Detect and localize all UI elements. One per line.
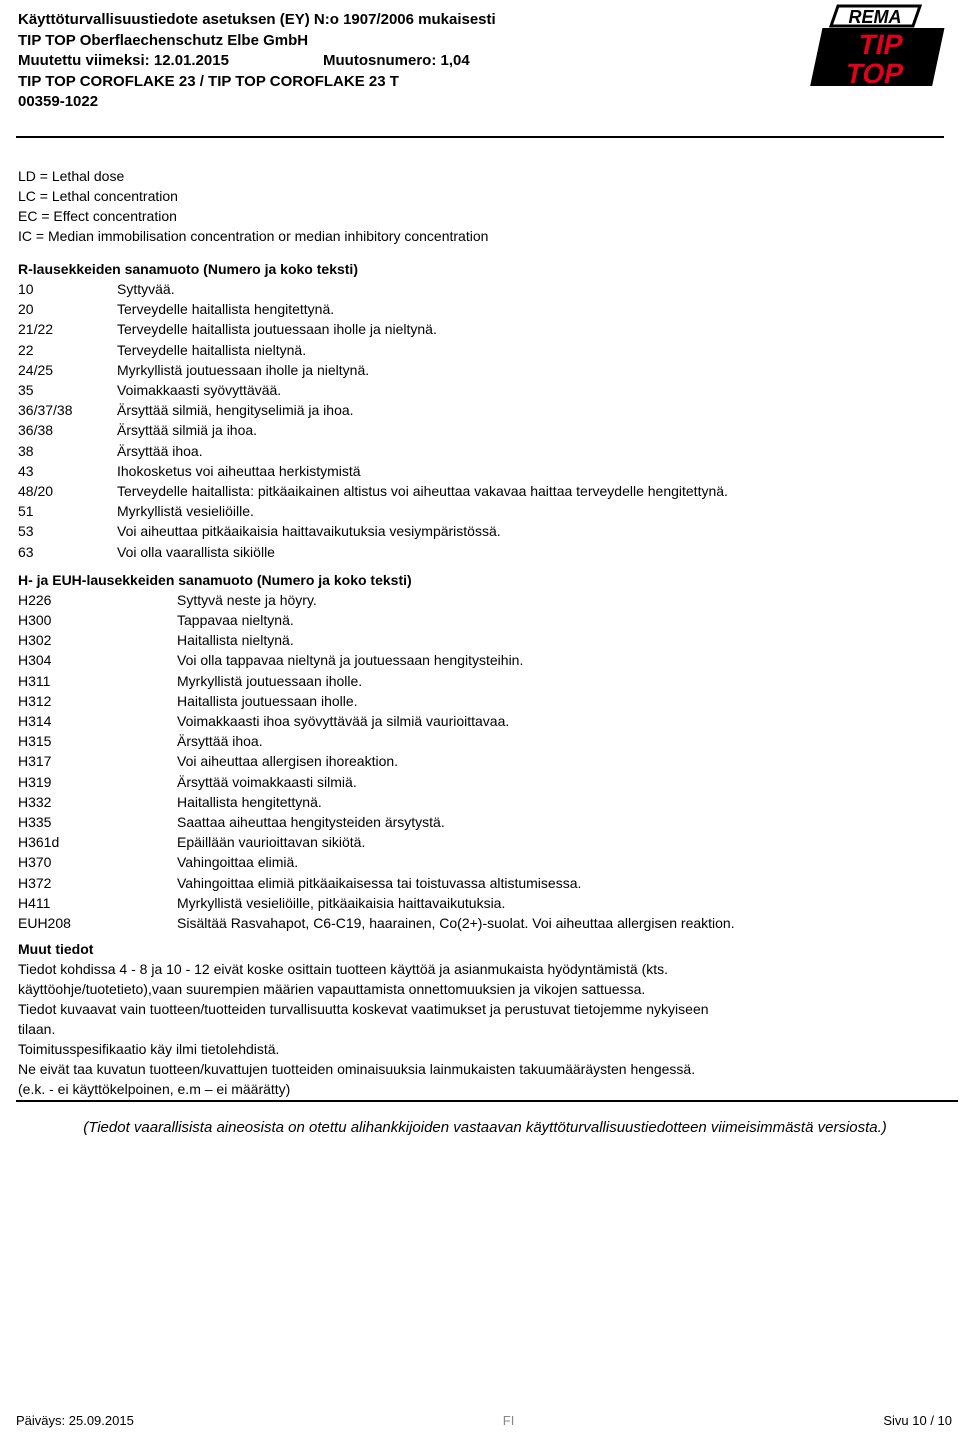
- phrase-code: H370: [18, 854, 52, 871]
- phrase-row: [18, 521, 948, 541]
- regulation-title: Käyttöturvallisuustiedote asetuksen (EY) N:o 1907/2006 mukaisesti: [18, 11, 496, 28]
- supplier-note: (Tiedot vaarallisista aineosista on otettu alihankkijoiden vastaavan käyttöturvallisuustiedotteen viimeisimmästä versiosta.): [83, 1119, 887, 1136]
- footer-date: Päiväys: 25.09.2015: [16, 1413, 134, 1428]
- phrase-row: [18, 832, 948, 852]
- r-section-title: R-lausekkeiden sanamuoto (Numero ja koko teksti): [18, 261, 358, 277]
- muut-text-block: [18, 959, 948, 1099]
- phrase-text: Myrkyllistä vesieliöille, pitkäaikaisia haittavaikutuksia.: [177, 894, 506, 911]
- phrase-text: Syttyvä neste ja höyry.: [177, 591, 317, 608]
- phrase-row: [18, 711, 948, 731]
- phrase-text: Saattaa aiheuttaa hengitysteiden ärsytystä.: [177, 814, 445, 831]
- phrase-text: Myrkyllistä joutuessaan iholle.: [177, 672, 363, 689]
- abbreviation-line: LD = Lethal dose: [18, 168, 125, 184]
- phrase-row: [18, 501, 948, 521]
- h-section-title: H- ja EUH-lausekkeiden sanamuoto (Numero ja koko teksti): [18, 571, 412, 588]
- logo-rema-banner: [831, 6, 920, 27]
- phrase-code: H304: [18, 652, 52, 669]
- phrase-text: Syttyvää.: [117, 281, 175, 297]
- phrase-row: [18, 812, 948, 832]
- phrase-text: Terveydelle haitallista: pitkäaikainen altistus voi aiheuttaa vakavaa haittaa terveydelle hengitettynä.: [117, 483, 728, 500]
- phrase-code: H300: [18, 612, 52, 629]
- muut-line: Tiedot kuvaavat vain tuotteen/tuotteiden turvallisuutta koskevat vaatimukset ja perustuvat tietojemme nykyiseen: [18, 1001, 709, 1018]
- phrase-code: 22: [18, 341, 34, 358]
- phrase-text: Terveydelle haitallista joutuessaan iholle ja nieltynä.: [117, 321, 437, 338]
- phrase-code: H314: [18, 713, 52, 730]
- phrase-row: [18, 893, 948, 913]
- phrase-code: 35: [18, 382, 34, 399]
- h-phrase-list: [18, 590, 948, 933]
- abbreviation-line: EC = Effect concentration: [18, 208, 177, 224]
- phrase-text: Voi aiheuttaa allergisen ihoreaktion.: [177, 753, 399, 770]
- logo-rema-text: REMA: [848, 7, 902, 27]
- muut-section-title: Muut tiedot: [18, 941, 94, 958]
- header-divider: [16, 136, 944, 138]
- muut-line: Tiedot kohdissa 4 - 8 ja 10 - 12 eivät koske osittain tuotteen käyttöä ja asianmukaista hyödyntämistä (kts.: [18, 961, 669, 978]
- phrase-text: Ärsyttää ihoa.: [177, 733, 263, 750]
- phrase-text: Vahingoittaa elimiä pitkäaikaisessa tai toistuvassa altistumisessa.: [177, 874, 582, 891]
- phrase-row: [18, 873, 948, 893]
- phrase-row: [18, 852, 948, 872]
- phrase-text: Terveydelle haitallista nieltynä.: [117, 341, 307, 358]
- phrase-row: [18, 650, 948, 670]
- phrase-row: [18, 792, 948, 812]
- phrase-text: Vahingoittaa elimiä.: [177, 854, 299, 871]
- phrase-code: 10: [18, 281, 34, 297]
- modified-date: Muutettu viimeksi: 12.01.2015: [18, 52, 229, 70]
- phrase-code: H312: [18, 692, 52, 709]
- phrase-row: [18, 299, 948, 319]
- logo-tip-text: TIP: [855, 28, 907, 60]
- phrase-row: [18, 319, 948, 339]
- phrase-text: Terveydelle haitallista hengitettynä.: [117, 301, 335, 318]
- phrase-text: Voimakkaasti ihoa syövyttävää ja silmiä vaurioittavaa.: [177, 713, 510, 730]
- phrase-text: Voimakkaasti syövyttävää.: [117, 382, 282, 399]
- phrase-code: H335: [18, 814, 52, 831]
- muut-line: Toimitusspesifikaatio käy ilmi tietolehdistä.: [18, 1041, 280, 1058]
- footer-page-number: Sivu 10 / 10: [883, 1413, 952, 1428]
- muut-line: tilaan.: [18, 1021, 56, 1038]
- phrase-code: 38: [18, 442, 34, 459]
- footer-language: FI: [502, 1413, 515, 1428]
- phrase-text: Haitallista joutuessaan iholle.: [177, 692, 358, 709]
- logo-tip-top-mark: [810, 28, 945, 89]
- product-code: 00359-1022: [18, 93, 99, 111]
- phrase-code: H317: [18, 753, 52, 770]
- phrase-text: Voi olla tappavaa nieltynä ja joutuessaan hengitysteihin.: [177, 652, 524, 669]
- phrase-row: [18, 400, 948, 420]
- phrase-text: Voi aiheuttaa pitkäaikaisia haittavaikutuksia vesiympäristössä.: [117, 523, 501, 540]
- phrase-row: [18, 380, 948, 400]
- phrase-text: Myrkyllistä vesieliöille.: [117, 503, 254, 520]
- phrase-row: [18, 590, 948, 610]
- page-footer: [16, 1413, 952, 1428]
- r-phrase-list: [18, 279, 948, 562]
- phrase-row: [18, 279, 948, 299]
- phrase-code: H226: [18, 591, 52, 608]
- phrase-row: [18, 913, 948, 933]
- phrase-text: Ärsyttää voimakkaasti silmiä.: [177, 773, 357, 790]
- phrase-code: 36/37/38: [18, 402, 73, 419]
- phrase-row: [18, 360, 948, 380]
- phrase-code: 63: [18, 543, 34, 560]
- phrase-code: 21/22: [18, 321, 54, 338]
- phrase-code: H411: [18, 894, 51, 911]
- phrase-row: [18, 461, 948, 481]
- phrase-row: [18, 340, 948, 360]
- revision-number: Muutosnumero: 1,04: [323, 52, 470, 70]
- phrase-code: 51: [18, 503, 34, 520]
- phrase-text: Tappavaa nieltynä.: [177, 612, 294, 629]
- logo-top-text: TOP: [843, 57, 907, 89]
- muut-line: Ne eivät taa kuvatun tuotteen/kuvattujen tuotteiden ominaisuuksia lainmukaisten takuumääräysten hengessä.: [18, 1061, 696, 1078]
- phrase-code: H332: [18, 793, 52, 810]
- phrase-text: Ärsyttää silmiä, hengityselimiä ja ihoa.: [117, 402, 354, 419]
- company-name: TIP TOP Oberflaechenschutz Elbe GmbH: [18, 31, 309, 49]
- phrase-code: H302: [18, 632, 52, 649]
- abbreviation-list: [18, 166, 948, 246]
- phrase-text: Sisältää Rasvahapot, C6-C19, haarainen, Co(2+)-suolat. Voi aiheuttaa allergisen reaktion.: [177, 915, 735, 932]
- phrase-text: Epäillään vaurioittavan sikiötä.: [177, 834, 366, 851]
- phrase-row: [18, 691, 948, 711]
- abbreviation-line: LC = Lethal concentration: [18, 188, 178, 204]
- muut-line: (e.k. - ei käyttökelpoinen, e.m – ei määrätty): [18, 1081, 291, 1098]
- phrase-row: [18, 542, 948, 562]
- phrase-row: [18, 481, 948, 501]
- rema-tip-top-logo: [808, 2, 958, 92]
- phrase-text: Ärsyttää silmiä ja ihoa.: [117, 422, 258, 439]
- phrase-text: Ihokosketus voi aiheuttaa herkistymistä: [117, 462, 361, 479]
- phrase-code: 20: [18, 301, 34, 318]
- phrase-text: Myrkyllistä joutuessaan iholle ja nieltynä.: [117, 361, 370, 378]
- phrase-code: H319: [18, 773, 52, 790]
- phrase-text: Haitallista hengitettynä.: [177, 793, 322, 810]
- document-header: [18, 10, 808, 113]
- phrase-row: [18, 731, 948, 751]
- phrase-code: 53: [18, 523, 34, 540]
- document-body: [18, 166, 948, 1099]
- phrase-row: [18, 610, 948, 630]
- phrase-row: [18, 630, 948, 650]
- phrase-code: 24/25: [18, 361, 54, 378]
- phrase-code: H315: [18, 733, 52, 750]
- phrase-row: [18, 420, 948, 440]
- muut-line: käyttöohje/tuotetieto),vaan suurempien määrien vapauttamista onnettomuuksien ja vikojen sattuessa.: [18, 981, 646, 998]
- phrase-code: H311: [18, 672, 51, 689]
- phrase-code: H372: [18, 874, 52, 891]
- phrase-row: [18, 751, 948, 771]
- abbreviation-line: IC = Median immobilisation concentration or median inhibitory concentration: [18, 228, 489, 244]
- phrase-text: Haitallista nieltynä.: [177, 632, 294, 649]
- phrase-code: 43: [18, 462, 34, 479]
- phrase-code: EUH208: [18, 915, 71, 932]
- phrase-code: 48/20: [18, 483, 54, 500]
- revision-row: [18, 51, 808, 72]
- phrase-text: Ärsyttää ihoa.: [117, 442, 203, 459]
- phrase-code: H361d: [18, 834, 60, 851]
- phrase-row: [18, 671, 948, 691]
- phrase-row: [18, 772, 948, 792]
- phrase-row: [18, 441, 948, 461]
- product-name: TIP TOP COROFLAKE 23 / TIP TOP COROFLAKE 23 T: [18, 72, 399, 90]
- phrase-code: 36/38: [18, 422, 54, 439]
- phrase-text: Voi olla vaarallista sikiölle: [117, 543, 275, 560]
- note-divider: [16, 1100, 958, 1102]
